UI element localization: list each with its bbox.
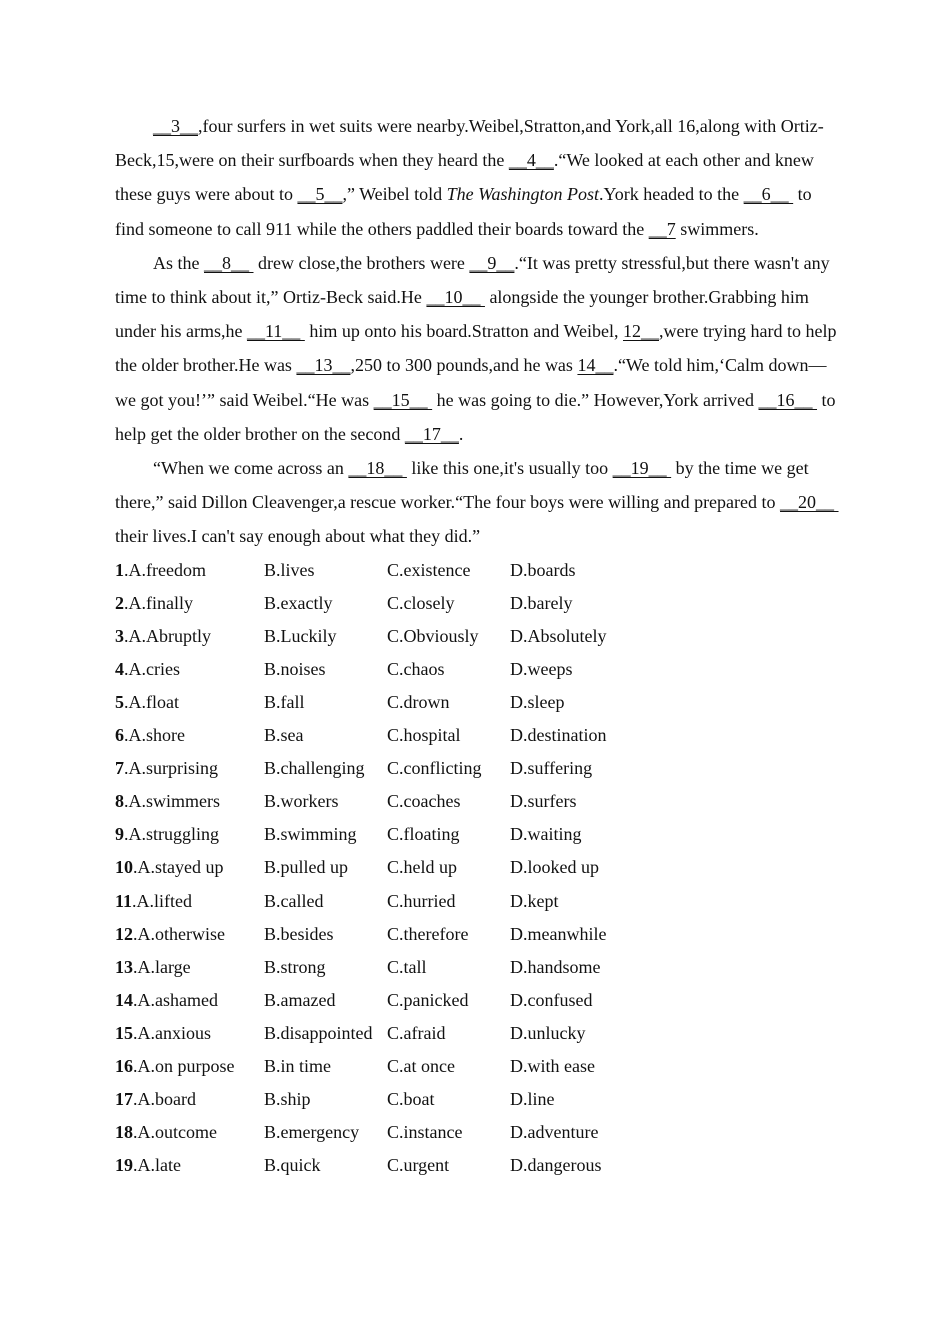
question-row xyxy=(115,851,840,884)
option-a xyxy=(115,719,264,752)
option-c: C.afraid xyxy=(387,1022,446,1043)
option-a xyxy=(115,620,264,653)
option-a-text: .A.on purpose xyxy=(133,1056,235,1077)
option-a xyxy=(115,785,264,818)
option-a xyxy=(115,1050,264,1083)
option-a-text: .A.surprising xyxy=(124,758,218,779)
cloze-blank: __8__ xyxy=(204,252,254,273)
option-a-text: .A.board xyxy=(133,1089,196,1110)
cloze-blank: __16__ xyxy=(758,389,818,410)
option-a-text: .A.anxious xyxy=(133,1022,211,1043)
option-a-text: .A.stayed up xyxy=(133,857,224,878)
passage-text: swimmers. xyxy=(675,218,759,239)
option-a xyxy=(115,554,264,587)
option-a xyxy=(115,851,264,884)
question-row xyxy=(115,984,840,1017)
question-row xyxy=(115,1116,840,1149)
option-c: C.existence xyxy=(387,559,471,580)
passage-text: “When we come across an xyxy=(153,458,349,479)
passage-paragraph xyxy=(115,451,840,554)
option-b: B.strong xyxy=(264,956,326,977)
option-c: C.therefore xyxy=(387,923,469,944)
option-d: D.destination xyxy=(510,725,607,746)
option-a xyxy=(115,885,264,918)
question-row xyxy=(115,951,840,984)
cloze-blank: __18__ xyxy=(348,458,407,479)
question-row xyxy=(115,885,840,918)
question-number: 12 xyxy=(115,923,133,944)
source-title: The Washington Post xyxy=(446,184,600,205)
cloze-blank: __9__ xyxy=(469,252,515,273)
option-b: B.emergency xyxy=(264,1122,360,1143)
question-number: 16 xyxy=(115,1056,133,1077)
passage-text: to help get the older brother on the second xyxy=(115,389,836,444)
option-a-text: .A.freedom xyxy=(124,559,206,580)
option-a xyxy=(115,1149,264,1182)
question-row xyxy=(115,1050,840,1083)
question-number: 7 xyxy=(115,758,124,779)
question-row xyxy=(115,1083,840,1116)
option-d: D.handsome xyxy=(510,956,601,977)
passage-text: by the time we get there,” said Dillon Cleavenger,a rescue worker.“The four boys were willing and prepared to xyxy=(115,458,809,513)
question-number: 3 xyxy=(115,625,124,646)
question-number: 4 xyxy=(115,658,124,679)
question-number: 14 xyxy=(115,989,133,1010)
passage-text: As the xyxy=(153,252,204,273)
option-c: C.held up xyxy=(387,857,457,878)
passage-text: .York headed to the xyxy=(599,184,744,205)
question-row xyxy=(115,918,840,951)
option-d: D.unlucky xyxy=(510,1022,586,1043)
option-b: B.workers xyxy=(264,791,339,812)
option-c: C.hurried xyxy=(387,890,456,911)
option-d: D.weeps xyxy=(510,658,573,679)
option-d: D.with ease xyxy=(510,1056,595,1077)
option-c: C.floating xyxy=(387,824,460,845)
passage-text: their lives.I can't say enough about what they did.” xyxy=(115,526,481,547)
option-a xyxy=(115,653,264,686)
option-c: C.conflicting xyxy=(387,758,482,779)
cloze-blank: __17__ xyxy=(404,423,459,444)
question-number: 17 xyxy=(115,1089,133,1110)
passage-text: .“We looked at each other and knew these guys were about to xyxy=(115,150,814,205)
option-c: C.chaos xyxy=(387,658,445,679)
cloze-blank: 12__ xyxy=(623,321,659,342)
answer-options-list xyxy=(115,554,840,1183)
question-number: 8 xyxy=(115,791,124,812)
option-d: D.Absolutely xyxy=(510,625,607,646)
passage-text: .“We told him,‘Calm down—we got you!’” said Weibel.“He was xyxy=(115,355,827,410)
cloze-blank: __7 xyxy=(648,218,676,239)
question-number: 6 xyxy=(115,725,124,746)
question-row xyxy=(115,1149,840,1182)
question-row xyxy=(115,818,840,851)
option-d: D.confused xyxy=(510,989,593,1010)
passage-text: .“It was pretty stressful,but there wasn't any time to think about it,” Ortiz-Beck said.He xyxy=(115,252,830,308)
option-b: B.in time xyxy=(264,1056,331,1077)
option-a-text: .A.shore xyxy=(124,725,185,746)
question-row xyxy=(115,554,840,587)
option-a-text: .A.late xyxy=(133,1155,181,1176)
question-row xyxy=(115,785,840,818)
option-c: C.urgent xyxy=(387,1155,450,1176)
option-b: B.ship xyxy=(264,1089,311,1110)
question-number: 2 xyxy=(115,592,124,613)
option-c: C.panicked xyxy=(387,989,469,1010)
option-a xyxy=(115,984,264,1017)
option-a-text: .A.struggling xyxy=(124,824,220,845)
option-b: B.noises xyxy=(264,658,326,679)
option-b: B.amazed xyxy=(264,989,336,1010)
document-page xyxy=(115,109,840,1182)
question-row xyxy=(115,686,840,719)
question-number: 18 xyxy=(115,1122,133,1143)
option-a-text: .A.otherwise xyxy=(133,923,225,944)
option-a-text: .A.cries xyxy=(124,658,180,679)
question-number: 11 xyxy=(115,890,133,911)
passage-text: . xyxy=(458,423,464,444)
passage-text: drew close,the brothers were xyxy=(253,252,470,273)
passage-text: to find someone to call 911 while the others paddled their boards toward the xyxy=(115,184,812,239)
option-a-text: .A.ashamed xyxy=(133,989,218,1010)
passage-text: he was going to die.” However,York arrived xyxy=(432,389,759,410)
cloze-blank: __4__ xyxy=(508,150,554,171)
passage-text: ,250 to 300 pounds,and he was xyxy=(350,355,578,376)
option-b: B.lives xyxy=(264,559,315,580)
cloze-blank: __15__ xyxy=(373,389,433,410)
option-d: D.waiting xyxy=(510,824,582,845)
passage-text: like this one,it's usually too xyxy=(406,458,613,479)
option-b: B.besides xyxy=(264,923,334,944)
question-number: 13 xyxy=(115,956,133,977)
option-b: B.quick xyxy=(264,1155,321,1176)
option-a-text: .A.outcome xyxy=(133,1122,217,1143)
question-number: 5 xyxy=(115,692,124,713)
option-c: C.boat xyxy=(387,1089,435,1110)
question-number: 15 xyxy=(115,1022,133,1043)
option-b: B.challenging xyxy=(264,758,365,779)
option-a xyxy=(115,1017,264,1050)
option-a xyxy=(115,752,264,785)
cloze-blank: __6__ xyxy=(743,184,794,205)
option-b: B.fall xyxy=(264,692,305,713)
option-b: B.exactly xyxy=(264,592,333,613)
cloze-blank: __5__ xyxy=(297,184,343,205)
option-b: B.Luckily xyxy=(264,625,337,646)
option-a-text: .A.float xyxy=(124,692,179,713)
option-a-text: .A.swimmers xyxy=(124,791,220,812)
option-a-text: .A.finally xyxy=(124,592,193,613)
passage-text: him up onto his board.Stratton and Weibel, xyxy=(304,321,623,342)
passage-paragraph xyxy=(115,109,840,246)
option-a-text: .A.large xyxy=(133,956,191,977)
question-row xyxy=(115,1017,840,1050)
option-c: C.tall xyxy=(387,956,427,977)
cloze-blank: __19__ xyxy=(612,458,672,479)
option-c: C.drown xyxy=(387,692,450,713)
option-a xyxy=(115,1083,264,1116)
option-a xyxy=(115,818,264,851)
option-a xyxy=(115,951,264,984)
question-number: 10 xyxy=(115,857,133,878)
option-b: B.disappointed xyxy=(264,1022,373,1043)
option-d: D.boards xyxy=(510,559,576,580)
cloze-blank: __11__ xyxy=(246,321,305,342)
option-c: C.at once xyxy=(387,1056,455,1077)
option-d: D.kept xyxy=(510,890,559,911)
option-c: C.closely xyxy=(387,592,455,613)
option-c: C.instance xyxy=(387,1122,463,1143)
option-b: B.called xyxy=(264,890,324,911)
option-d: D.sleep xyxy=(510,692,565,713)
question-row xyxy=(115,752,840,785)
question-row xyxy=(115,653,840,686)
cloze-passage xyxy=(115,109,840,554)
question-row xyxy=(115,719,840,752)
question-number: 19 xyxy=(115,1155,133,1176)
cloze-blank: __20__ xyxy=(780,492,839,513)
question-number: 9 xyxy=(115,824,124,845)
passage-text: alongside the younger brother.Grabbing him under his arms,he xyxy=(115,287,809,342)
cloze-blank: __10__ xyxy=(426,287,485,308)
question-number: 1 xyxy=(115,559,124,580)
option-d: D.line xyxy=(510,1089,555,1110)
option-d: D.meanwhile xyxy=(510,923,607,944)
option-b: B.pulled up xyxy=(264,857,348,878)
option-c: C.hospital xyxy=(387,725,461,746)
cloze-blank: __13__ xyxy=(296,355,351,376)
question-row xyxy=(115,620,840,653)
option-a xyxy=(115,686,264,719)
option-a xyxy=(115,1116,264,1149)
option-d: D.barely xyxy=(510,592,573,613)
option-b: B.sea xyxy=(264,725,304,746)
option-d: D.surfers xyxy=(510,791,577,812)
option-c: C.coaches xyxy=(387,791,461,812)
option-d: D.adventure xyxy=(510,1122,599,1143)
option-d: D.suffering xyxy=(510,758,593,779)
option-a-text: .A.lifted xyxy=(132,890,193,911)
passage-text: ,four surfers in wet suits were nearby.Weibel,Stratton,and York,all 16,along with Ortiz-Beck,15,were on their surfboards when they heard the xyxy=(115,116,824,171)
cloze-blank: 14__ xyxy=(577,355,614,376)
passage-text: ,” Weibel told xyxy=(342,184,447,205)
passage-text: ,were trying hard to help the older brother.He was xyxy=(115,321,837,376)
option-c: C.Obviously xyxy=(387,625,479,646)
option-a xyxy=(115,918,264,951)
passage-paragraph xyxy=(115,246,840,451)
question-row xyxy=(115,587,840,620)
option-a-text: .A.Abruptly xyxy=(124,625,211,646)
option-d: D.looked up xyxy=(510,857,599,878)
option-b: B.swimming xyxy=(264,824,357,845)
cloze-blank: __3__ xyxy=(153,116,198,136)
option-d: D.dangerous xyxy=(510,1155,602,1176)
option-a xyxy=(115,587,264,620)
